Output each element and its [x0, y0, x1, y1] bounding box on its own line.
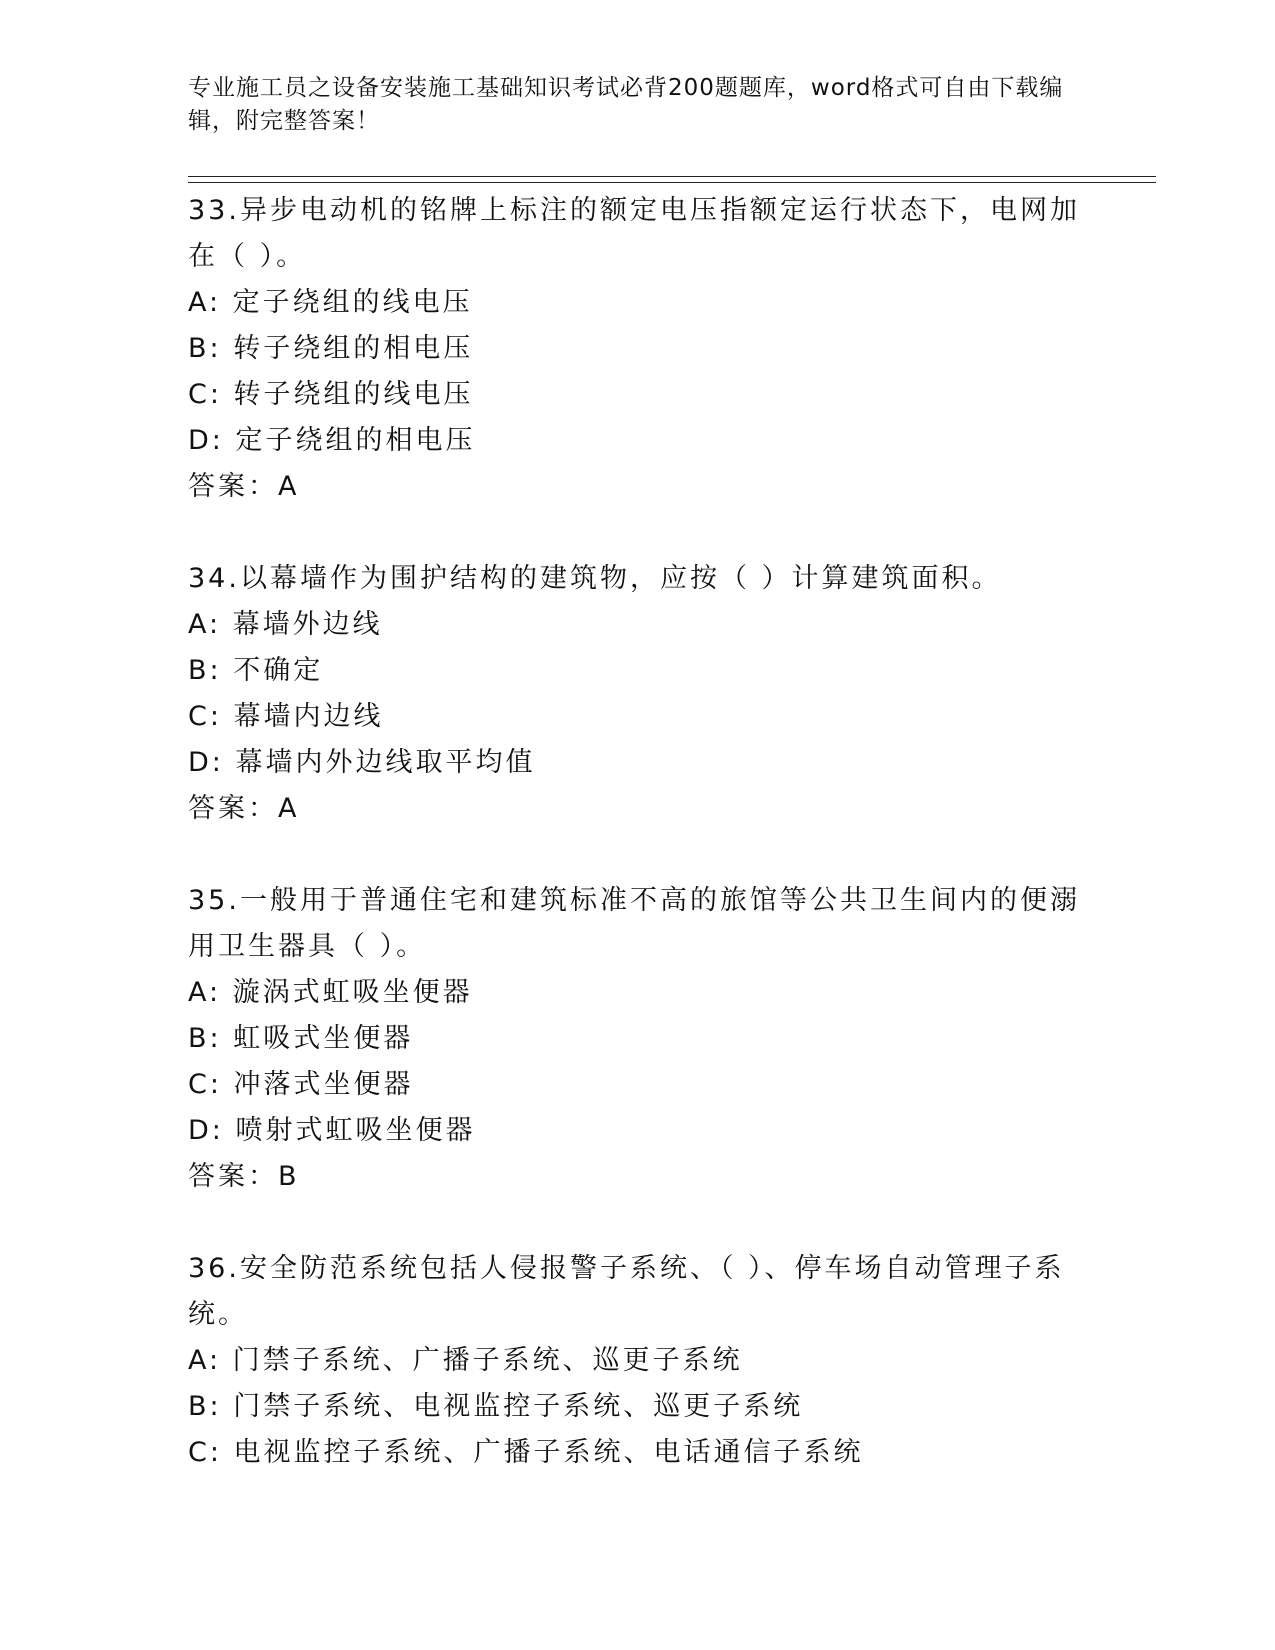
- document-header: 专业施工员之设备安装施工基础知识考试必背200题题库，word格式可自由下载编辑，附完整答案！: [188, 75, 1064, 134]
- question-33: [188, 188, 1088, 510]
- question-stem: 35.一般用于普通住宅和建筑标准不高的旅馆等公共卫生间内的便溺用卫生器具（ ）。: [188, 885, 1080, 962]
- option-c: C: 电视监控子系统、广播子系统、电话通信子系统: [188, 1437, 864, 1468]
- question-stem: 34.以幕墙作为围护结构的建筑物，应按（ ）计算建筑面积。: [188, 563, 1002, 594]
- question-list: [188, 188, 1088, 1522]
- header-divider-top: [188, 176, 1156, 177]
- option-b: B: 门禁子系统、电视监控子系统、巡更子系统: [188, 1391, 804, 1422]
- question-35: [188, 878, 1088, 1200]
- option-a: A: 漩涡式虹吸坐便器: [188, 977, 473, 1008]
- answer: 答案：B: [188, 1161, 300, 1192]
- option-c: C: 幕墙内边线: [188, 701, 384, 732]
- option-b: B: 不确定: [188, 655, 324, 686]
- question-stem: 33.异步电动机的铭牌上标注的额定电压指额定运行状态下，电网加在（ ）。: [188, 195, 1080, 272]
- option-c: C: 转子绕组的线电压: [188, 379, 474, 410]
- answer: 答案：A: [188, 471, 300, 502]
- option-d: D: 幕墙内外边线取平均值: [188, 747, 536, 778]
- option-a: A: 幕墙外边线: [188, 609, 383, 640]
- option-d: D: 定子绕组的相电压: [188, 425, 476, 456]
- option-a: A: 定子绕组的线电压: [188, 287, 473, 318]
- option-b: B: 虹吸式坐便器: [188, 1023, 414, 1054]
- question-34: [188, 556, 1088, 832]
- question-36: [188, 1246, 1088, 1476]
- option-a: A: 门禁子系统、广播子系统、巡更子系统: [188, 1345, 743, 1376]
- option-d: D: 喷射式虹吸坐便器: [188, 1115, 476, 1146]
- header-divider-bottom: [188, 182, 1156, 183]
- option-b: B: 转子绕组的相电压: [188, 333, 474, 364]
- question-stem: 36.安全防范系统包括人侵报警子系统、（ ）、停车场自动管理子系统。: [188, 1253, 1065, 1330]
- option-c: C: 冲落式坐便器: [188, 1069, 414, 1100]
- answer: 答案：A: [188, 793, 300, 824]
